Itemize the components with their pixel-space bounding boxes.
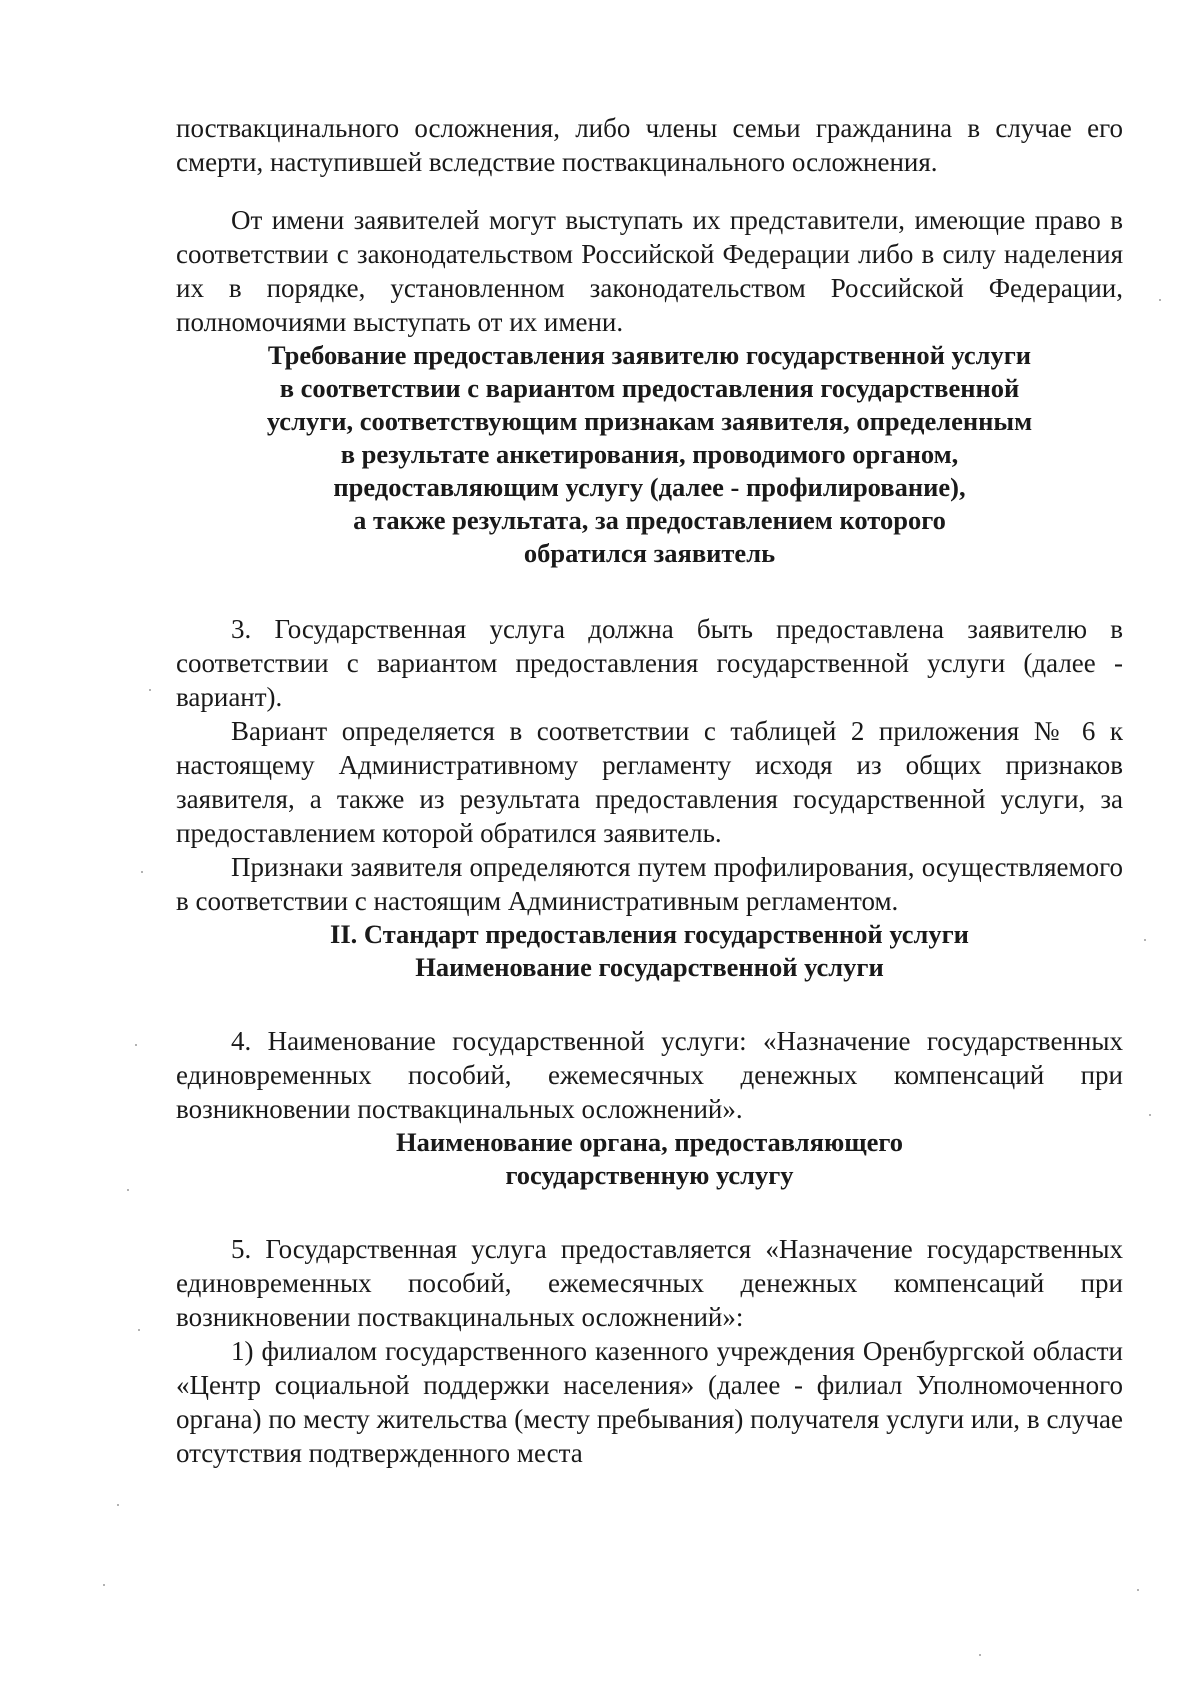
section-heading-variant-requirement: [176, 339, 1123, 570]
heading-line: государственную услугу: [505, 1160, 794, 1190]
section-heading-standard: II. Стандарт предоставления государственной услуги: [330, 919, 969, 949]
heading-line: предоставляющим услугу (далее - профилирование),: [333, 472, 966, 502]
paragraph-subclause-1: 1) филиалом государственного казенного учреждения Оренбургской области «Центр социальной поддержки населения» (далее - филиал Уполномоченного органа) по месту жительства (месту пребывания) получателя услуги или, в случае отсутствия подтвержденного места: [176, 1336, 1123, 1468]
heading-line: Требование предоставления заявителю государственной услуги: [267, 340, 1032, 370]
heading-line: в соответствии с вариантом предоставления государственной: [279, 373, 1020, 403]
paragraph-clause-4: 4. Наименование государственной услуги: «Назначение государственных единовременных пособий, ежемесячных денежных компенсаций при возникновении поствакцинальных осложнений».: [176, 1026, 1123, 1124]
paragraph-applicant-attributes: Признаки заявителя определяются путем профилирования, осуществляемого в соответствии с настоящим Административным регламентом.: [176, 852, 1123, 916]
section-heading-providing-body: [176, 1126, 1123, 1192]
heading-line: Наименование органа, предоставляющего: [396, 1127, 903, 1157]
paragraph-continuation: поствакцинального осложнения, либо члены семьи гражданина в случае его смерти, наступившей вследствие поствакцинального осложнения.: [176, 113, 1123, 177]
heading-line: услуги, соответствующим признакам заявителя, определенным: [266, 406, 1033, 436]
heading-line: в результате анкетирования, проводимого органом,: [340, 439, 959, 469]
heading-line: обратился заявитель: [523, 538, 776, 568]
document-body: [176, 111, 1123, 1470]
section-heading-service-name: Наименование государственной услуги: [415, 952, 884, 982]
paragraph-variant-definition: Вариант определяется в соответствии с таблицей 2 приложения № 6 к настоящему Административному регламенту исходя из общих признаков заявителя, а также из результата предоставления государственной услуги, за предоставлением которой обратился заявитель.: [176, 716, 1123, 848]
paragraph-representatives: От имени заявителей могут выступать их представители, имеющие право в соответствии с законодательством Российской Федерации либо в силу наделения их в порядке, установленном законодательством Российской Федерации, полномочиями выступать от их имени.: [176, 205, 1123, 337]
paragraph-clause-5: 5. Государственная услуга предоставляется «Назначение государственных единовременных пособий, ежемесячных денежных компенсаций при возникновении поствакцинальных осложнений»:: [176, 1234, 1123, 1332]
heading-line: а также результата, за предоставлением которого: [353, 505, 946, 535]
paragraph-clause-3: 3. Государственная услуга должна быть предоставлена заявителю в соответствии с вариантом предоставления государственной услуги (далее - вариант).: [176, 614, 1123, 712]
